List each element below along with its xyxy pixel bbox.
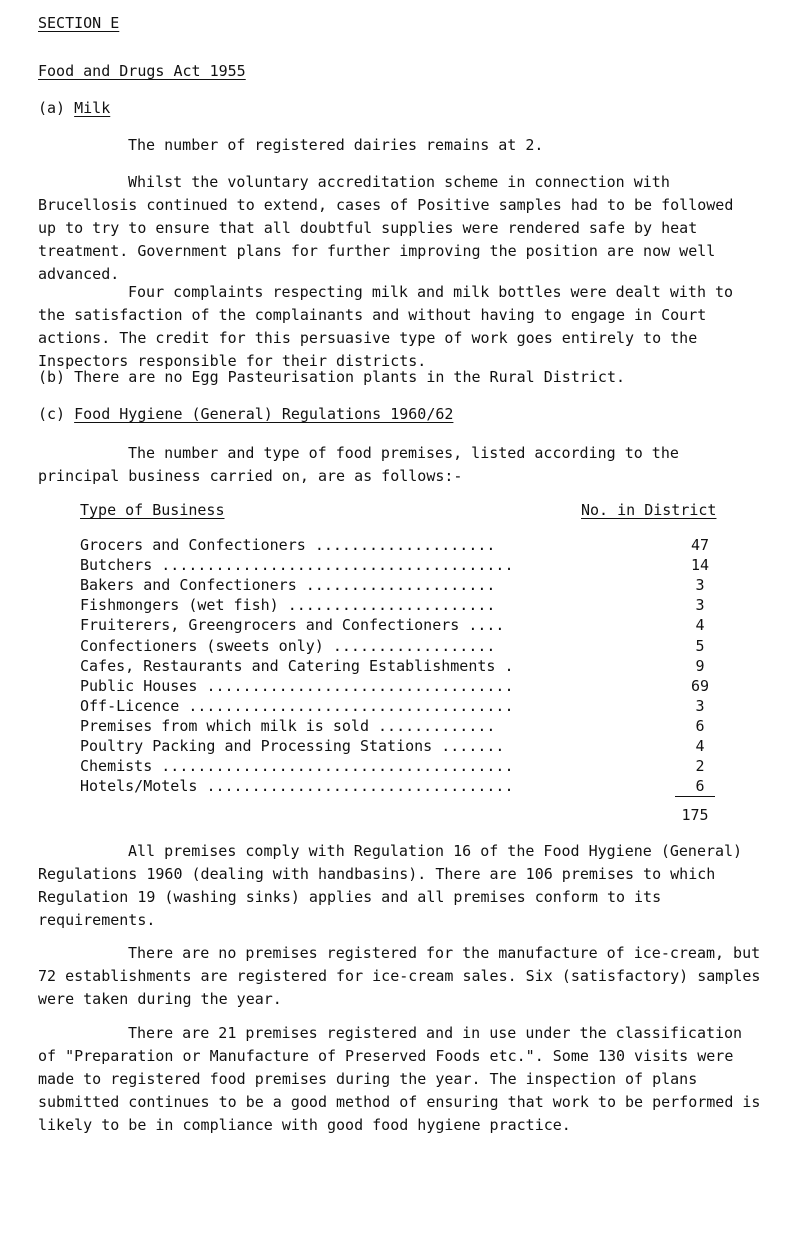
table-row — [80, 576, 720, 596]
table-row — [80, 677, 720, 697]
eggs-letter: (b) — [38, 368, 66, 386]
hygiene-heading — [38, 405, 453, 423]
business-type: Fruiterers, Greengrocers and Confectioners — [80, 616, 460, 635]
business-label-with-dots — [80, 757, 513, 775]
business-label-with-dots — [80, 556, 513, 574]
leader-dots: ....................................... — [161, 757, 514, 776]
leader-dots: .................................... — [188, 696, 514, 715]
table-row — [80, 616, 720, 636]
business-label-with-dots — [80, 777, 513, 795]
leader-dots: ....................................... — [161, 556, 514, 575]
business-label-with-dots — [80, 536, 495, 554]
business-label-with-dots — [80, 737, 504, 755]
milk-para-2: Whilst the voluntary accreditation scheme in connection with Brucellosis continued to extend, cases of Positive samples had to be followed up to try to ensure that all doubtful supplies were rendered safe by heat treatment. Government plans for further improving the position are now well advanced. — [38, 173, 734, 283]
business-label-with-dots — [80, 616, 504, 634]
business-type: Grocers and Confectioners — [80, 536, 306, 554]
business-count: 5 — [695, 636, 705, 655]
business-type: Cafes, Restaurants and Catering Establishments — [80, 656, 496, 675]
leader-dots: ....... — [441, 737, 505, 755]
business-type: Public Houses — [80, 676, 198, 695]
business-count: 3 — [695, 696, 705, 715]
milk-heading-letter: (a) — [38, 99, 66, 117]
business-count: 14 — [690, 556, 710, 575]
table-row — [80, 596, 720, 616]
leader-dots: ............. — [378, 716, 496, 735]
business-label-with-dots — [80, 657, 513, 675]
table-row — [80, 657, 720, 677]
leader-dots: ..................... — [305, 576, 496, 595]
business-label-with-dots — [80, 576, 495, 594]
business-type: Butchers — [80, 556, 153, 575]
closing-para-3: There are 21 premises registered and in use under the classification of "Preparation or Manufacture of Preserved Foods etc.". Some 130 visits were made to registered food premises during the year. The inspection of plans submitted continues to be a good method of ensuring that work to be performed is likely to be in compliance with good food hygiene practice. — [38, 1024, 761, 1134]
business-type: Poultry Packing and Processing Stations — [80, 737, 433, 755]
hygiene-heading-text: Food Hygiene (General) Regulations 1960/62 — [74, 405, 454, 423]
milk-para-1: The number of registered dairies remains at 2. — [128, 136, 544, 154]
milk-heading — [38, 99, 110, 117]
table-row — [80, 757, 720, 777]
leader-dots: ....................... — [287, 596, 496, 615]
business-type: Confectioners (sweets only) — [80, 636, 324, 655]
table-row — [80, 737, 720, 757]
business-type: Hotels/Motels — [80, 777, 198, 796]
hygiene-letter: (c) — [38, 405, 66, 423]
business-count: 6 — [695, 716, 705, 735]
business-count: 6 — [695, 777, 705, 796]
section-label: SECTION E — [38, 14, 120, 32]
table-header-count: No. in District — [581, 501, 717, 519]
business-type: Chemists — [80, 757, 153, 776]
business-count: 4 — [695, 616, 705, 635]
business-type: Fishmongers (wet fish) — [80, 596, 279, 615]
business-type: Premises from which milk is sold — [80, 716, 369, 735]
closing-para-2: There are no premises registered for the manufacture of ice-cream, but 72 establishments are registered for ice-cream sales. Six (satisfactory) samples were taken during the year. — [38, 944, 761, 1008]
business-label-with-dots — [80, 697, 513, 715]
leader-dots: .................................. — [206, 777, 514, 796]
table-row — [80, 697, 720, 717]
leader-dots: .... — [468, 616, 505, 635]
table-row — [80, 536, 720, 556]
hygiene-intro: The number and type of food premises, listed according to the principal business carried on, are as follows:- — [38, 444, 679, 485]
closing-para-1: All premises comply with Regulation 16 of the Food Hygiene (General) Regulations 1960 (dealing with handbasins). There are 106 premises to which Regulation 19 (washing sinks) applies and all premises conform to its requirements. — [38, 842, 743, 929]
business-count: 47 — [690, 536, 710, 554]
leader-dots: .................. — [332, 636, 496, 655]
leader-dots: . — [504, 656, 514, 675]
table-header-type: Type of Business — [80, 501, 225, 519]
milk-para-3: Four complaints respecting milk and milk bottles were dealt with to the satisfaction of the complainants and without having to engage in Court actions. The credit for this persuasive type of work goes entirely to the Inspectors responsible for their districts. — [38, 283, 734, 370]
business-count: 9 — [695, 656, 705, 675]
business-type: Bakers and Confectioners — [80, 576, 297, 595]
business-count: 69 — [690, 676, 710, 695]
business-count: 3 — [695, 596, 705, 615]
business-type: Off-Licence — [80, 696, 180, 715]
leader-dots: .................... — [314, 536, 496, 554]
act-title: Food and Drugs Act 1955 — [38, 62, 246, 80]
milk-heading-text: Milk — [74, 99, 111, 117]
leader-dots: .................................. — [206, 676, 514, 695]
table-row — [80, 777, 720, 797]
business-label-with-dots — [80, 596, 495, 614]
business-count: 4 — [695, 737, 705, 755]
business-label-with-dots — [80, 717, 495, 735]
total-rule — [675, 796, 715, 797]
business-label-with-dots — [80, 637, 495, 655]
business-label-with-dots — [80, 677, 513, 695]
eggs-text: There are no Egg Pasteurisation plants in the Rural District. — [74, 368, 626, 386]
business-count: 2 — [695, 757, 705, 776]
eggs-line — [38, 368, 625, 386]
table-row — [80, 637, 720, 657]
table-row — [80, 717, 720, 737]
business-count: 3 — [695, 576, 705, 595]
table-row — [80, 556, 720, 576]
table-total: 175 — [681, 806, 709, 824]
